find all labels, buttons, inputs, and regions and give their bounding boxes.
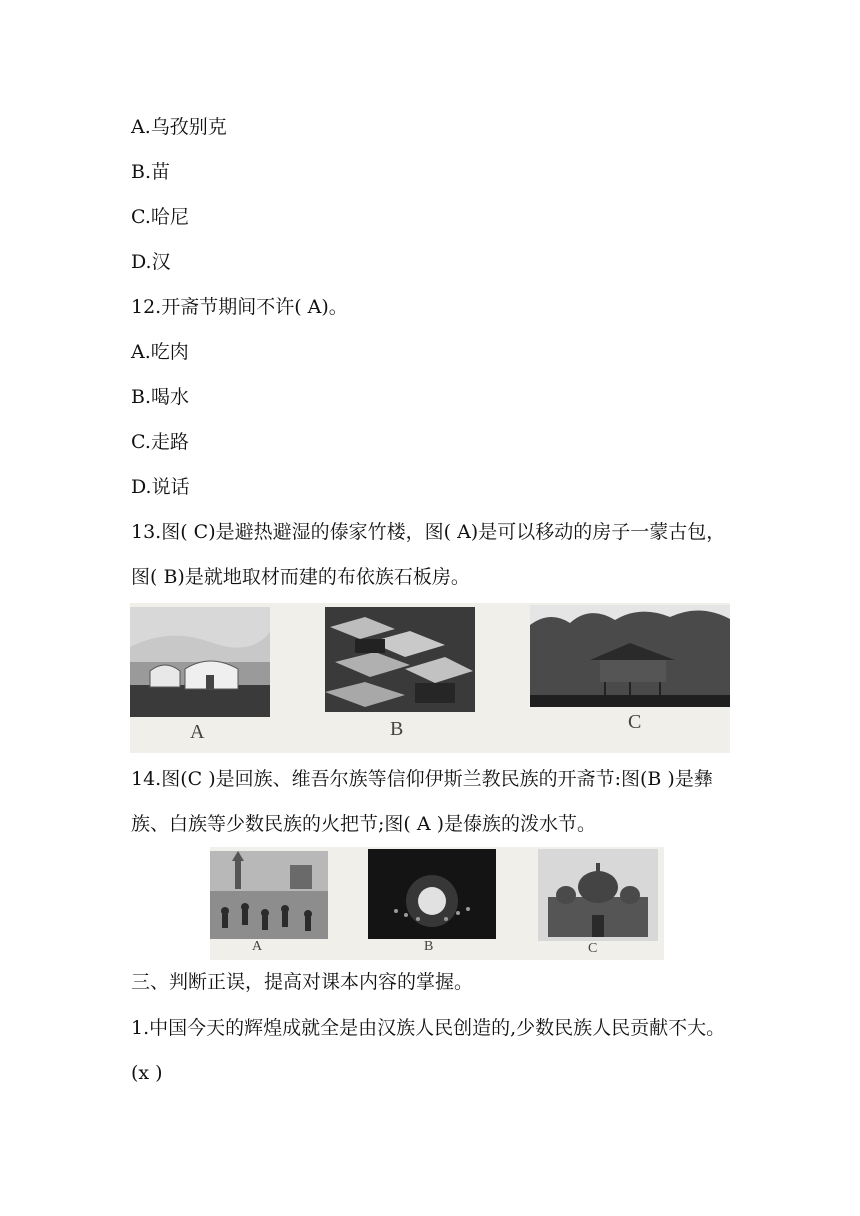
caption-b: B [424,939,434,954]
dwelling-photos [130,603,730,753]
question-13: 13.图( C)是避热避湿的傣家竹楼，图( A)是可以移动的房子一蒙古包，图( B)是就地取材而建的布依族石板房。 [131,521,726,588]
mosque-photo [538,849,658,941]
caption-a: A [190,721,205,743]
stone-house-photo [325,607,475,712]
caption-b: B [390,718,404,740]
yurt-photo [130,607,270,717]
torch-festival-photo [368,849,496,939]
section-heading: 三、判断正误，提高对课本内容的掌握。 [131,971,474,993]
caption-c: C [588,941,598,956]
caption-c: C [628,711,642,733]
option-d: D.汉 [131,251,171,273]
bamboo-house-photo [530,605,730,707]
water-festival-photo [210,851,328,939]
option-b: B.喝水 [131,386,190,408]
option-d: D.说话 [131,476,190,498]
question-14: 14.图(C )是回族、维吾尔族等信仰伊斯兰教民族的开斋节:图(B )是彝族、白族等少数民族的火把节;图( A )是傣族的泼水节。 [131,768,713,835]
judgment-item-1: 1.中国今天的辉煌成就全是由汉族人民创造的,少数民族人民贡献不大。(x ) [131,1017,726,1084]
option-c: C.走路 [131,431,189,453]
option-a: A.乌孜别克 [131,116,227,138]
caption-a: A [252,939,263,954]
option-a: A.吃肉 [131,341,189,363]
option-b: B.苗 [131,161,171,183]
option-c: C.哈尼 [131,206,189,228]
festival-photos [210,847,664,960]
question-12: 12.开斋节期间不许( A)。 [131,296,348,318]
